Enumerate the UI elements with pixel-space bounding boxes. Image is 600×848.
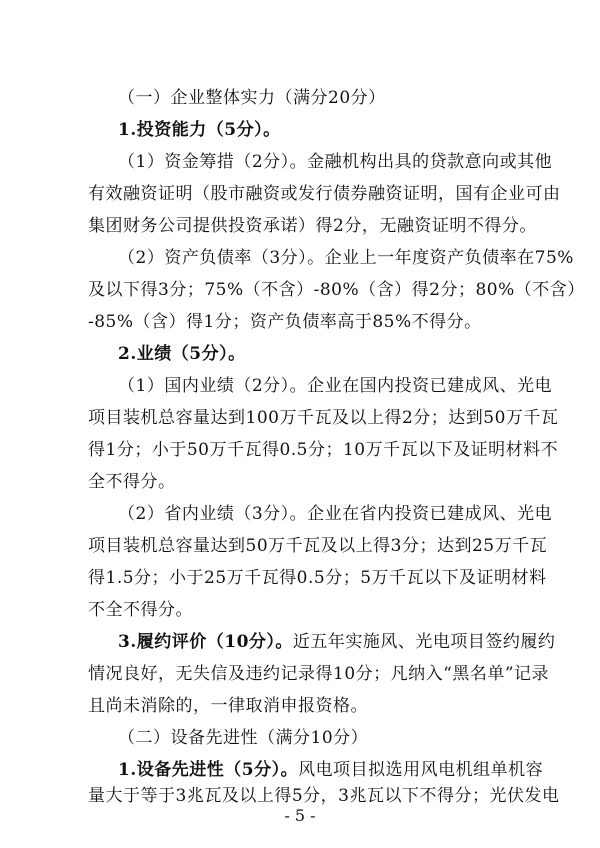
item1-sub1-line3: 集团财务公司提供投资承诺）得2分，无融资证明不得分。 [88,216,537,236]
section2-heading: （二）设备先进性（满分10分） [118,728,369,748]
item1-sub2-line3: -85%（含）得1分；资产负债率高于85%不得分。 [88,312,482,332]
item2-sub2-line1: （2）省内业绩（3分）。企业在省内投资已建成风、光电 [118,504,553,524]
item1-sub2-line2: 及以下得3分；75%（不含）-80%（含）得2分；80%（不含） [88,280,585,300]
item3-line2: 情况良好，无失信及违约记录得10分；凡纳入“黑名单”记录 [88,664,550,684]
s2-item1-line1 [118,760,544,780]
item2-sub1-line2: 项目装机总容量达到100万千瓦及以上得2分；达到50万千瓦 [88,408,559,428]
s2-item1-line2: 量大于等于3兆瓦及以上得5分，3兆瓦以下不得分；光伏发电 [88,786,560,806]
item2-sub2-line2: 项目装机总容量达到50万千瓦及以上得3分；达到25万千瓦 [88,536,548,556]
item2-sub1-line3: 得1分；小于50万千瓦得0.5分；10万千瓦以下及证明材料不 [88,440,559,460]
item2-title: 2.业绩（5分）。 [118,344,246,364]
item2-sub2-line4: 不全不得分。 [88,600,193,620]
s2-item1-line1-rest: 风电项目拟选用风电机组单机容 [298,760,544,780]
item1-title: 1.投资能力（5分）。 [118,120,281,140]
page-number: - 5 - [284,806,316,825]
item3-line1 [118,632,556,652]
section1-heading: （一）企业整体实力（满分20分） [118,88,386,108]
item3-title: 3.履约评价（10分）。 [118,632,293,652]
item1-sub2-line1: （2）资产负债率（3分）。企业上一年度资产负债率在75% [118,248,574,268]
item2-sub2-line3: 得1.5分；小于25万千瓦得0.5分；5万千瓦以下及证明材料 [88,568,547,588]
item2-sub1-line4: 全不得分。 [88,472,176,492]
item2-sub1-line1: （1）国内业绩（2分）。企业在国内投资已建成风、光电 [118,376,553,396]
s2-item1-title: 1.设备先进性（5分）。 [118,760,299,780]
item3-line1-rest: 近五年实施风、光电项目签约履约 [292,632,556,652]
item1-sub1-line1: （1）资金筹措（2分）。金融机构出具的贷款意向或其他 [118,152,553,172]
item3-line3: 且尚未消除的，一律取消申报资格。 [88,696,368,716]
item1-sub1-line2: 有效融资证明（股市融资或发行债券融资证明，国有企业可由 [88,184,561,204]
